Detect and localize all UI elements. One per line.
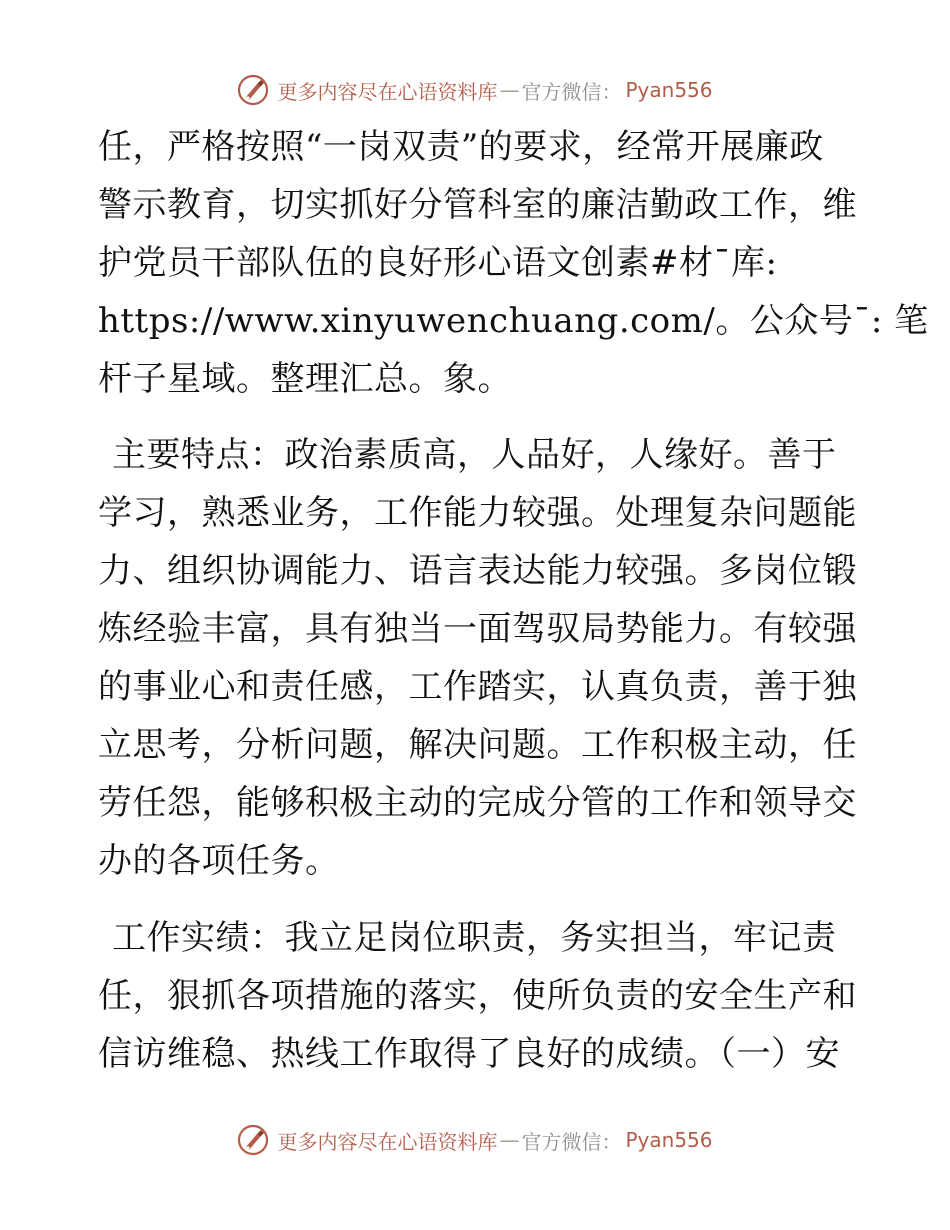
text-line: 任，严格按照“一岗双责”的要求，经常开展廉政 — [98, 127, 824, 167]
paragraph-main-features — [98, 426, 857, 890]
paragraph-continuation — [98, 118, 929, 408]
watermark-wechat-id: Pyan556 — [625, 1128, 713, 1152]
text-line: 工作实绩：我立足岗位职责，务实担当，牢记责 — [112, 918, 837, 958]
paragraph-work-achievements — [98, 909, 857, 1083]
text-line: 力、组织协调能力、语言表达能力较强。多岗位锻 — [98, 551, 857, 591]
text-line: 学习，熟悉业务，工作能力较强。处理复杂问题能 — [98, 493, 857, 533]
watermark-site-text: 更多内容尽在心语资料库 — [277, 1129, 498, 1154]
text-line: 护党员干部队伍的良好形心语文创素#材¯库: — [98, 243, 778, 283]
text-line: 警示教育，切实抓好分管科室的廉洁勤政工作，维 — [98, 185, 857, 225]
text-line: 任，狠抓各项措施的落实，使所负责的安全生产和 — [98, 976, 857, 1016]
watermark-official-label: 官方微信： — [521, 79, 622, 104]
text-line: 办的各项任务。 — [98, 841, 340, 881]
watermark-separator: — — [499, 1128, 520, 1152]
text-line: 主要特点：政治素质高，人品好，人缘好。善于 — [112, 435, 837, 475]
pen-nib-logo-icon — [237, 74, 269, 106]
text-line: 信访维稳、热线工作取得了良好的成绩。（一）安 — [98, 1034, 840, 1074]
header-watermark — [0, 70, 950, 110]
text-line: 劳任怨，能够积极主动的完成分管的工作和领导交 — [98, 783, 857, 823]
text-line: 炼经验丰富，具有独当一面驾驭局势能力。有较强 — [98, 609, 857, 649]
footer-watermark — [0, 1120, 950, 1160]
watermark-site-text: 更多内容尽在心语资料库 — [277, 79, 498, 104]
watermark-separator: — — [499, 78, 520, 102]
text-line: 的事业心和责任感，工作踏实，认真负责，善于独 — [98, 667, 857, 707]
watermark-wechat-id: Pyan556 — [625, 78, 713, 102]
pen-nib-logo-icon — [237, 1124, 269, 1156]
text-line: 立思考，分析问题，解决问题。工作积极主动，任 — [98, 725, 857, 765]
text-line: https://www.xinyuwenchuang.com/。公众号¯: 笔 — [98, 301, 929, 341]
watermark-official-label: 官方微信： — [521, 1129, 622, 1154]
text-line: 杆子星域。整理汇总。象。 — [98, 359, 512, 399]
